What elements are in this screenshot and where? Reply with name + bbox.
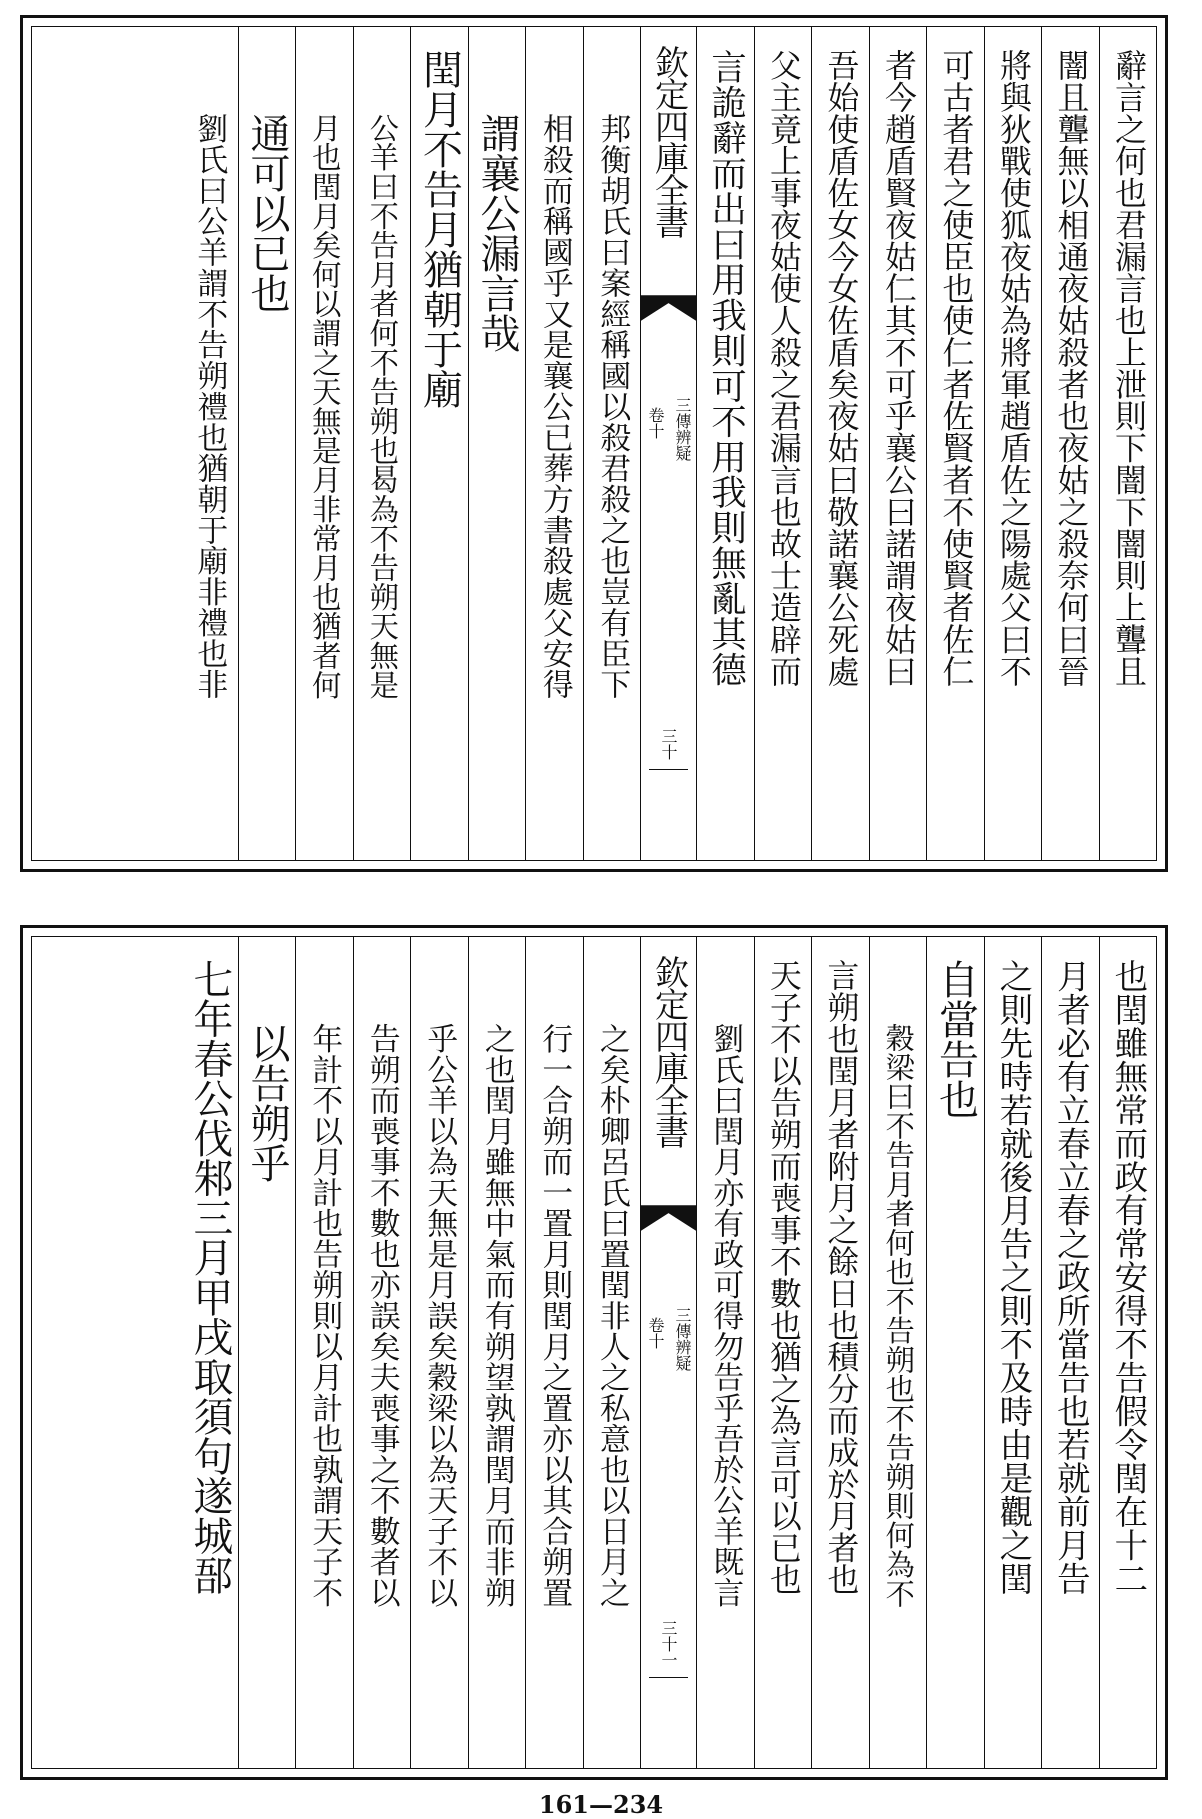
text-column: 月也閏月矣何以謂之天無是月非常月也猶者何 xyxy=(295,27,353,860)
text-column: 自當告也 xyxy=(926,937,984,1768)
text-column: 闇且聾無以相通夜姑殺者也夜姑之殺奈何曰晉 xyxy=(1041,27,1099,860)
page-top-frame xyxy=(31,26,1157,861)
text-column: 行一合朔而一置月則閏月之置亦以其合朔置 xyxy=(525,937,583,1768)
text-column: 天子不以告朔而喪事不數也猶之為言可以已也 xyxy=(754,937,811,1768)
fold-rule xyxy=(649,1677,688,1678)
text-column: 言朔也閏月者附月之餘日也積分而成於月者也 xyxy=(811,937,869,1768)
text-column: 之矣朴卿呂氏曰置閏非人之私意也以日月之 xyxy=(583,937,640,1768)
text-column: 乎公羊以為天無是月誤矣穀梁以為天子不以 xyxy=(410,937,468,1768)
text-column: 謂襄公漏言哉 xyxy=(468,27,525,860)
fold-volume: 卷十 xyxy=(646,1317,665,1349)
text-column: 劉氏曰公羊謂不告朔禮也猶朝于廟非禮也非 xyxy=(191,113,228,700)
text-column: 月者必有立春立春之政所當告也若就前月告 xyxy=(1041,937,1099,1768)
text-column: 通可以已也 xyxy=(238,27,295,860)
fold-title: 欽定四庫全書 xyxy=(648,45,689,237)
text-column: 之也閏月雖無中氣而有朔望孰謂閏月而非朔 xyxy=(468,937,525,1768)
fold-rule xyxy=(649,769,688,770)
text-column: 劉氏曰閏月亦有政可得勿告乎吾於公羊既言 xyxy=(696,937,754,1768)
fish-tail-mark-icon xyxy=(641,295,696,321)
text-column: 告朔而喪事不數也亦誤矣夫喪事之不數者以 xyxy=(353,937,410,1768)
center-fold xyxy=(640,937,696,1768)
text-column: 之則先時若就後月告之則不及時由是觀之閏 xyxy=(984,937,1041,1768)
page-bottom-frame xyxy=(31,936,1157,1769)
text-column: 以告朔乎 xyxy=(238,937,295,1768)
page-label: 161—234 xyxy=(538,1790,664,1819)
fold-book-title: 三傳辨疑 xyxy=(673,1307,692,1371)
text-column: 也閏雖無常而政有常安得不告假令閏在十二 xyxy=(1099,937,1156,1768)
text-column: 言詭辭而出曰用我則可不用我則無亂其德 xyxy=(696,27,754,860)
text-column: 辭言之何也君漏言也上泄則下闇下闇則上聾且 xyxy=(1099,27,1156,860)
page-bottom xyxy=(20,925,1168,1780)
text-column: 公羊曰不告月者何不告朔也曷為不告朔天無是 xyxy=(353,27,410,860)
text-column: 相殺而稱國乎又是襄公已葬方書殺處父安得 xyxy=(525,27,583,860)
fold-page-number: 三十 xyxy=(659,728,678,760)
fold-volume: 卷十 xyxy=(646,407,665,439)
text-column: 父主竟上事夜姑使人殺之君漏言也故士造辟而 xyxy=(754,27,811,860)
page-top xyxy=(20,15,1168,872)
text-column: 吾始使盾佐女今女佐盾矣夜姑曰敬諾襄公死處 xyxy=(811,27,869,860)
text-column: 閏月不告月猶朝于廟 xyxy=(410,27,468,860)
fold-title: 欽定四庫全書 xyxy=(648,955,689,1147)
text-column: 將與狄戰使狐夜姑為將軍趙盾佐之陽處父曰不 xyxy=(984,27,1041,860)
fold-book-title: 三傳辨疑 xyxy=(673,397,692,461)
text-column: 七年春公伐邾三月甲戌取須句遂城郚 xyxy=(186,959,233,1595)
text-column: 年計不以月計也告朔則以月計也孰謂天子不 xyxy=(295,937,353,1768)
text-column: 可古者君之使臣也使仁者佐賢者不使賢者佐仁 xyxy=(926,27,984,860)
fish-tail-mark-icon xyxy=(641,1205,696,1231)
text-column: 穀梁曰不告月者何也不告朔也不告朔則何為不 xyxy=(869,937,926,1768)
center-fold xyxy=(640,27,696,860)
text-column: 邦衡胡氏曰案經稱國以殺君殺之也豈有臣下 xyxy=(583,27,640,860)
text-column: 者今趙盾賢夜姑仁其不可乎襄公曰諾謂夜姑曰 xyxy=(869,27,926,860)
fold-page-number: 三十一 xyxy=(659,1620,678,1668)
